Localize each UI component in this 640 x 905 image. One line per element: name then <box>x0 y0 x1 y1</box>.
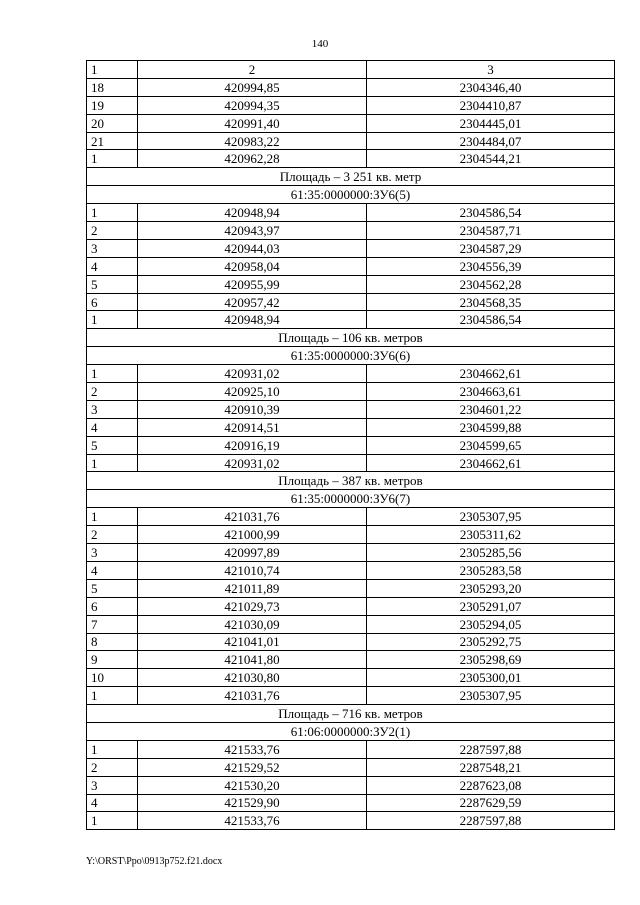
y-coordinate-cell: 2304484,07 <box>367 132 615 150</box>
x-coordinate-cell: 420931,02 <box>138 365 367 383</box>
point-number-cell: 1 <box>87 812 138 830</box>
y-coordinate-cell: 2305307,95 <box>367 687 615 705</box>
column-header-2: 2 <box>138 61 367 79</box>
table-row <box>87 418 615 436</box>
table-row <box>87 383 615 401</box>
point-number-cell: 3 <box>87 400 138 418</box>
point-number-cell: 4 <box>87 257 138 275</box>
y-coordinate-cell: 2305283,58 <box>367 561 615 579</box>
table-row <box>87 78 615 96</box>
table-row <box>87 275 615 293</box>
x-coordinate-cell: 420955,99 <box>138 275 367 293</box>
table-row <box>87 239 615 257</box>
x-coordinate-cell: 421029,73 <box>138 597 367 615</box>
table-row <box>87 96 615 114</box>
point-number-cell: 1 <box>87 150 138 168</box>
parcel-id-label: 61:35:0000000:ЗУ6(7) <box>87 490 615 508</box>
point-number-cell: 10 <box>87 669 138 687</box>
table-row <box>87 436 615 454</box>
point-number-cell: 3 <box>87 776 138 794</box>
area-row <box>87 705 615 723</box>
point-number-cell: 1 <box>87 365 138 383</box>
column-header-3: 3 <box>367 61 615 79</box>
parcel-id-label: 61:35:0000000:ЗУ6(6) <box>87 347 615 365</box>
y-coordinate-cell: 2305294,05 <box>367 615 615 633</box>
table-row <box>87 740 615 758</box>
area-label: Площадь – 3 251 кв. метр <box>87 168 615 186</box>
y-coordinate-cell: 2287623,08 <box>367 776 615 794</box>
x-coordinate-cell: 420962,28 <box>138 150 367 168</box>
y-coordinate-cell: 2305300,01 <box>367 669 615 687</box>
parcel-id-label: 61:35:0000000:ЗУ6(5) <box>87 186 615 204</box>
table-row <box>87 114 615 132</box>
point-number-cell: 9 <box>87 651 138 669</box>
table-row <box>87 794 615 812</box>
y-coordinate-cell: 2287597,88 <box>367 740 615 758</box>
table-row <box>87 454 615 472</box>
point-number-cell: 3 <box>87 239 138 257</box>
y-coordinate-cell: 2287597,88 <box>367 812 615 830</box>
x-coordinate-cell: 420991,40 <box>138 114 367 132</box>
y-coordinate-cell: 2304663,61 <box>367 383 615 401</box>
table-row <box>87 365 615 383</box>
y-coordinate-cell: 2304346,40 <box>367 78 615 96</box>
x-coordinate-cell: 421529,90 <box>138 794 367 812</box>
y-coordinate-cell: 2305292,75 <box>367 633 615 651</box>
table-row <box>87 400 615 418</box>
x-coordinate-cell: 420948,94 <box>138 204 367 222</box>
y-coordinate-cell: 2304544,21 <box>367 150 615 168</box>
point-number-cell: 1 <box>87 687 138 705</box>
column-header-1: 1 <box>87 61 138 79</box>
point-number-cell: 20 <box>87 114 138 132</box>
area-label: Площадь – 387 кв. метров <box>87 472 615 490</box>
y-coordinate-cell: 2305298,69 <box>367 651 615 669</box>
x-coordinate-cell: 420944,03 <box>138 239 367 257</box>
x-coordinate-cell: 421031,76 <box>138 687 367 705</box>
x-coordinate-cell: 421011,89 <box>138 579 367 597</box>
table-row <box>87 758 615 776</box>
point-number-cell: 8 <box>87 633 138 651</box>
x-coordinate-cell: 420914,51 <box>138 418 367 436</box>
point-number-cell: 4 <box>87 561 138 579</box>
table-body <box>87 78 615 829</box>
parcel-id-label: 61:06:0000000:ЗУ2(1) <box>87 722 615 740</box>
point-number-cell: 5 <box>87 436 138 454</box>
table-row <box>87 150 615 168</box>
x-coordinate-cell: 420994,85 <box>138 78 367 96</box>
y-coordinate-cell: 2304662,61 <box>367 454 615 472</box>
y-coordinate-cell: 2287548,21 <box>367 758 615 776</box>
x-coordinate-cell: 420925,10 <box>138 383 367 401</box>
point-number-cell: 4 <box>87 418 138 436</box>
table-row <box>87 597 615 615</box>
point-number-cell: 1 <box>87 204 138 222</box>
x-coordinate-cell: 420994,35 <box>138 96 367 114</box>
y-coordinate-cell: 2304587,71 <box>367 222 615 240</box>
x-coordinate-cell: 421030,09 <box>138 615 367 633</box>
point-number-cell: 1 <box>87 454 138 472</box>
table-row <box>87 579 615 597</box>
x-coordinate-cell: 420997,89 <box>138 544 367 562</box>
table-header-row <box>87 61 615 79</box>
parcel-id-row <box>87 347 615 365</box>
x-coordinate-cell: 420931,02 <box>138 454 367 472</box>
x-coordinate-cell: 421031,76 <box>138 508 367 526</box>
x-coordinate-cell: 421041,80 <box>138 651 367 669</box>
table-row <box>87 293 615 311</box>
parcel-id-row <box>87 722 615 740</box>
y-coordinate-cell: 2305291,07 <box>367 597 615 615</box>
point-number-cell: 6 <box>87 597 138 615</box>
y-coordinate-cell: 2305311,62 <box>367 526 615 544</box>
point-number-cell: 2 <box>87 383 138 401</box>
y-coordinate-cell: 2305293,20 <box>367 579 615 597</box>
table-row <box>87 561 615 579</box>
parcel-id-row <box>87 490 615 508</box>
y-coordinate-cell: 2304562,28 <box>367 275 615 293</box>
point-number-cell: 18 <box>87 78 138 96</box>
point-number-cell: 1 <box>87 311 138 329</box>
point-number-cell: 1 <box>87 740 138 758</box>
area-row <box>87 329 615 347</box>
table-row <box>87 508 615 526</box>
area-row <box>87 168 615 186</box>
x-coordinate-cell: 421533,76 <box>138 812 367 830</box>
x-coordinate-cell: 421030,80 <box>138 669 367 687</box>
file-path-footer: Y:\ORST\Ppo\0913p752.f21.docx <box>86 856 223 867</box>
y-coordinate-cell: 2304586,54 <box>367 311 615 329</box>
page-number: 140 <box>311 38 329 50</box>
x-coordinate-cell: 420943,97 <box>138 222 367 240</box>
table-row <box>87 669 615 687</box>
y-coordinate-cell: 2304410,87 <box>367 96 615 114</box>
table-row <box>87 311 615 329</box>
point-number-cell: 19 <box>87 96 138 114</box>
point-number-cell: 2 <box>87 526 138 544</box>
table-row <box>87 204 615 222</box>
point-number-cell: 5 <box>87 275 138 293</box>
area-label: Площадь – 716 кв. метров <box>87 705 615 723</box>
area-row <box>87 472 615 490</box>
point-number-cell: 1 <box>87 508 138 526</box>
table-row <box>87 132 615 150</box>
table-row <box>87 526 615 544</box>
y-coordinate-cell: 2304586,54 <box>367 204 615 222</box>
x-coordinate-cell: 421530,20 <box>138 776 367 794</box>
table-row <box>87 544 615 562</box>
y-coordinate-cell: 2304568,35 <box>367 293 615 311</box>
x-coordinate-cell: 420948,94 <box>138 311 367 329</box>
table-row <box>87 776 615 794</box>
point-number-cell: 4 <box>87 794 138 812</box>
point-number-cell: 3 <box>87 544 138 562</box>
x-coordinate-cell: 420957,42 <box>138 293 367 311</box>
x-coordinate-cell: 420916,19 <box>138 436 367 454</box>
x-coordinate-cell: 421533,76 <box>138 740 367 758</box>
table-row <box>87 257 615 275</box>
point-number-cell: 5 <box>87 579 138 597</box>
y-coordinate-cell: 2304587,29 <box>367 239 615 257</box>
y-coordinate-cell: 2304445,01 <box>367 114 615 132</box>
table-row <box>87 687 615 705</box>
point-number-cell: 2 <box>87 222 138 240</box>
x-coordinate-cell: 421010,74 <box>138 561 367 579</box>
table-row <box>87 812 615 830</box>
y-coordinate-cell: 2305307,95 <box>367 508 615 526</box>
y-coordinate-cell: 2304601,22 <box>367 400 615 418</box>
area-label: Площадь – 106 кв. метров <box>87 329 615 347</box>
y-coordinate-cell: 2304599,88 <box>367 418 615 436</box>
point-number-cell: 6 <box>87 293 138 311</box>
y-coordinate-cell: 2304556,39 <box>367 257 615 275</box>
point-number-cell: 2 <box>87 758 138 776</box>
point-number-cell: 7 <box>87 615 138 633</box>
x-coordinate-cell: 421041,01 <box>138 633 367 651</box>
parcel-id-row <box>87 186 615 204</box>
y-coordinate-cell: 2305285,56 <box>367 544 615 562</box>
point-number-cell: 21 <box>87 132 138 150</box>
table-row <box>87 222 615 240</box>
y-coordinate-cell: 2287629,59 <box>367 794 615 812</box>
x-coordinate-cell: 421529,52 <box>138 758 367 776</box>
x-coordinate-cell: 420958,04 <box>138 257 367 275</box>
table-row <box>87 651 615 669</box>
coordinates-table <box>86 60 615 830</box>
x-coordinate-cell: 421000,99 <box>138 526 367 544</box>
table-row <box>87 633 615 651</box>
y-coordinate-cell: 2304662,61 <box>367 365 615 383</box>
x-coordinate-cell: 420983,22 <box>138 132 367 150</box>
table-row <box>87 615 615 633</box>
y-coordinate-cell: 2304599,65 <box>367 436 615 454</box>
x-coordinate-cell: 420910,39 <box>138 400 367 418</box>
